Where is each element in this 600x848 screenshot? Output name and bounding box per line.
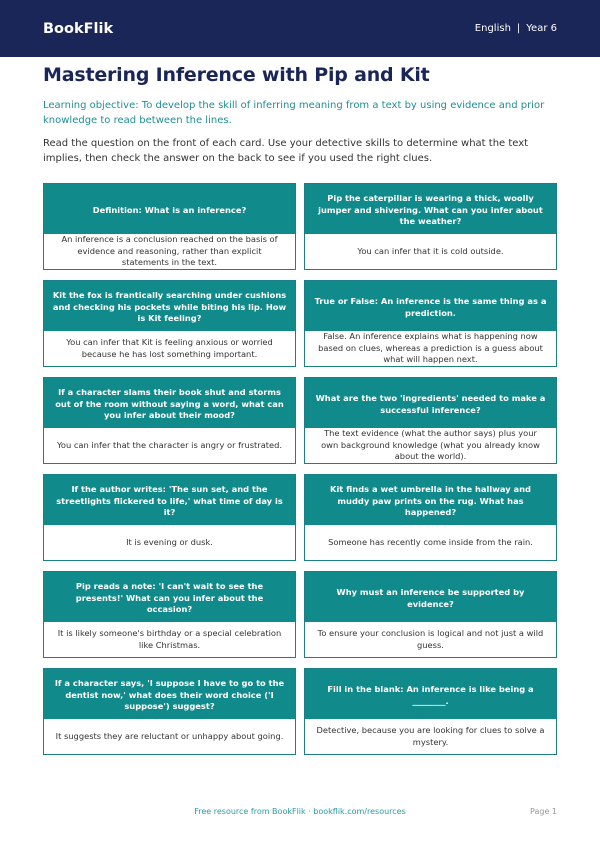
card-back: An inference is a conclusion reached on the basis of evidence and reasoning, rather than explicit statements in the text. <box>44 234 295 269</box>
card-front: If a character slams their book shut and storms out of the room without saying a word, what can you infer about their mood? <box>44 378 295 428</box>
card-back: To ensure your conclusion is logical and not just a wild guess. <box>305 622 556 657</box>
flashcard <box>304 474 557 561</box>
card-back: You can infer that the character is angry or frustrated. <box>44 428 295 463</box>
card-front: Fill in the blank: An inference is like being a ________. <box>305 669 556 719</box>
card-back: You can infer that it is cold outside. <box>305 234 556 269</box>
card-front: Pip reads a note: 'I can't wait to see the presents!' What can you infer about the occasion? <box>44 572 295 622</box>
header-meta <box>475 23 557 34</box>
card-front: Pip the caterpillar is wearing a thick, woolly jumper and shivering. What can you infer about the weather? <box>305 184 556 234</box>
card-back: It suggests they are reluctant or unhappy about going. <box>44 719 295 754</box>
card-back: Someone has recently come inside from the rain. <box>305 525 556 560</box>
page-number: Page 1 <box>530 807 557 816</box>
flashcard <box>304 377 557 464</box>
learning-objective: Learning objective: To develop the skill of inferring meaning from a text by using evidence and prior knowledge to read between the lines. <box>43 100 545 126</box>
flashcard <box>43 280 296 367</box>
flashcard <box>43 571 296 658</box>
flashcard <box>304 571 557 658</box>
card-back: The text evidence (what the author says) plus your own background knowledge (what you already know about the world). <box>305 428 556 463</box>
card-back: False. An inference explains what is happening now based on clues, whereas a prediction is a guess about what will happen next. <box>305 331 556 366</box>
flashcard <box>43 377 296 464</box>
card-back: It is evening or dusk. <box>44 525 295 560</box>
card-front: If the author writes: 'The sun set, and the streetlights flickered to life,' what time of day is it? <box>44 475 295 525</box>
card-front: Why must an inference be supported by evidence? <box>305 572 556 622</box>
card-front: Kit the fox is frantically searching under cushions and checking his pockets while biting his lip. How is Kit feeling? <box>44 281 295 331</box>
flashcard <box>43 183 296 270</box>
card-front: What are the two 'ingredients' needed to make a successful inference? <box>305 378 556 428</box>
page-footer <box>0 807 600 821</box>
flashcard <box>43 474 296 561</box>
year-label: Year 6 <box>526 23 557 34</box>
flashcard-grid <box>43 183 557 755</box>
page-title: Mastering Inference with Pip and Kit <box>43 64 430 86</box>
flashcard <box>43 668 296 755</box>
resource-link[interactable]: Free resource from BookFlik · bookflik.com/resources <box>194 807 406 816</box>
subject-label: English <box>474 23 511 34</box>
instructions: Read the question on the front of each card. Use your detective skills to determine what the text implies, then check the answer on the back to see if you used the right clues. <box>43 138 529 164</box>
flashcard <box>304 668 557 755</box>
flashcard <box>304 183 557 270</box>
header-bar <box>0 0 600 57</box>
meta-separator: | <box>516 23 521 34</box>
card-front: If a character says, 'I suppose I have to go to the dentist now,' what does their word choice ('I suppose') suggest? <box>44 669 295 719</box>
card-back: It is likely someone's birthday or a special celebration like Christmas. <box>44 622 295 657</box>
card-back: Detective, because you are looking for clues to solve a mystery. <box>305 719 556 754</box>
card-back: You can infer that Kit is feeling anxious or worried because he has lost something important. <box>44 331 295 366</box>
card-front: Definition: What is an inference? <box>44 184 295 234</box>
card-front: True or False: An inference is the same thing as a prediction. <box>305 281 556 331</box>
brand-logo[interactable]: BookFlik <box>43 20 114 37</box>
flashcard <box>304 280 557 367</box>
card-front: Kit finds a wet umbrella in the hallway and muddy paw prints on the rug. What has happened? <box>305 475 556 525</box>
